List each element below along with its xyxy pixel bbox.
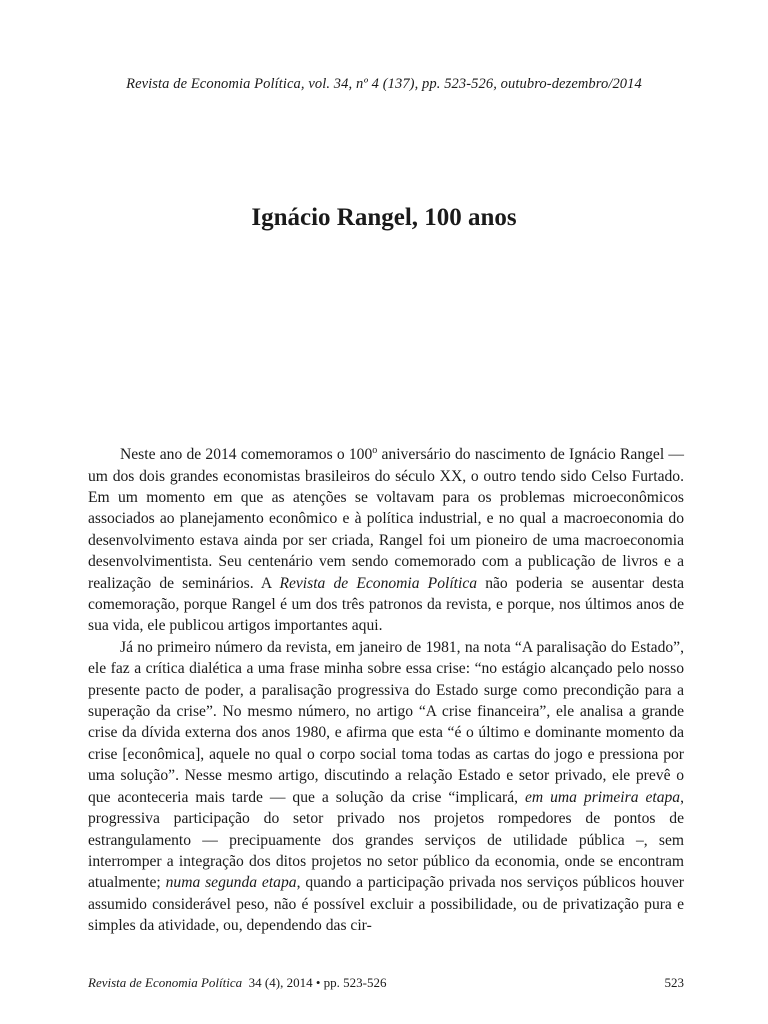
- emphasis-first-stage: em uma primeira etapa: [525, 788, 681, 806]
- running-head: Revista de Economia Política, vol. 34, nº 4 (137), pp. 523-526, outubro-dezembro/2014: [126, 76, 642, 92]
- paragraph-1-end: não poderia se ausentar desta comemoração, porque Rangel é um dos três patronos da revista, e porque, nos últimos anos de sua vida, ele publicou artigos importantes aqui.: [88, 574, 684, 635]
- paragraph-2: [88, 637, 684, 937]
- footer-citation: 34 (4), 2014 • pp. 523-526: [242, 975, 387, 990]
- footer-journal-name: Revista de Economia Política: [88, 975, 243, 990]
- journal-name-inline: Revista de Economia Política: [279, 574, 478, 592]
- paragraph-1-text: aniversário do nascimento de Ignácio Rangel — um dos dois grandes economistas brasileiros do século XX, o outro tendo sido Celso Furtado. Em um momento em que as atenções se voltavam para os problemas microeconômicos associados ao planejamento econômico e à política industrial, e no qual a macroeconomia do desenvolvimento estava ainda por ser criada, Rangel foi um pioneiro de uma macroeconomia desenvolvimentista. Seu centenário vem sendo comemorado com a publicação de livros e a realização de seminários. A: [88, 446, 684, 592]
- article-body: [88, 440, 684, 937]
- ordinal-indicator: o: [372, 445, 378, 456]
- page-number: 523: [664, 975, 684, 990]
- paragraph-1: [88, 440, 684, 637]
- emphasis-second-stage: numa segunda etapa: [165, 874, 297, 892]
- article-title: Ignácio Rangel, 100 anos: [251, 204, 517, 231]
- paragraph-2-middle: , progressiva participação do setor privado nos projetos rompedores de pontos de estrangulamento — precipuamente dos grandes serviços de utilidade pública –, sem interromper a integração dos ditos projetos no setor público da economia, onde se encontram atualmente;: [88, 788, 684, 892]
- page-footer: [88, 975, 684, 991]
- paragraph-1-intro: Neste ano de 2014 comemoramos o 100: [120, 446, 373, 464]
- paragraph-2-end: , quando a participação privada nos serviços públicos houver assumido considerável peso, não é possível excluir a possibilidade, ou de privatização pura e simples da atividade, ou, dependendo das cir-: [88, 874, 684, 935]
- paragraph-2-text: Já no primeiro número da revista, em janeiro de 1981, na nota “A paralisação do Estado”, ele faz a crítica dialética a uma frase minha sobre essa crise: “no estágio alcançado pelo nosso presente pacto de poder, a paralisação progressiva do Estado surge como precondição para a superação da crise”. No mesmo número, no artigo “A crise financeira”, ele analisa a grande crise da dívida externa dos anos 1980, e afirma que esta “é o último e dominante momento da crise [econômica], aquele no qual o corpo social toma todas as cartas do jogo e pressiona por uma solução”. Nesse mesmo artigo, discutindo a relação Estado e setor privado, ele prevê o que aconteceria mais tarde — que a solução da crise “implicará,: [88, 638, 684, 806]
